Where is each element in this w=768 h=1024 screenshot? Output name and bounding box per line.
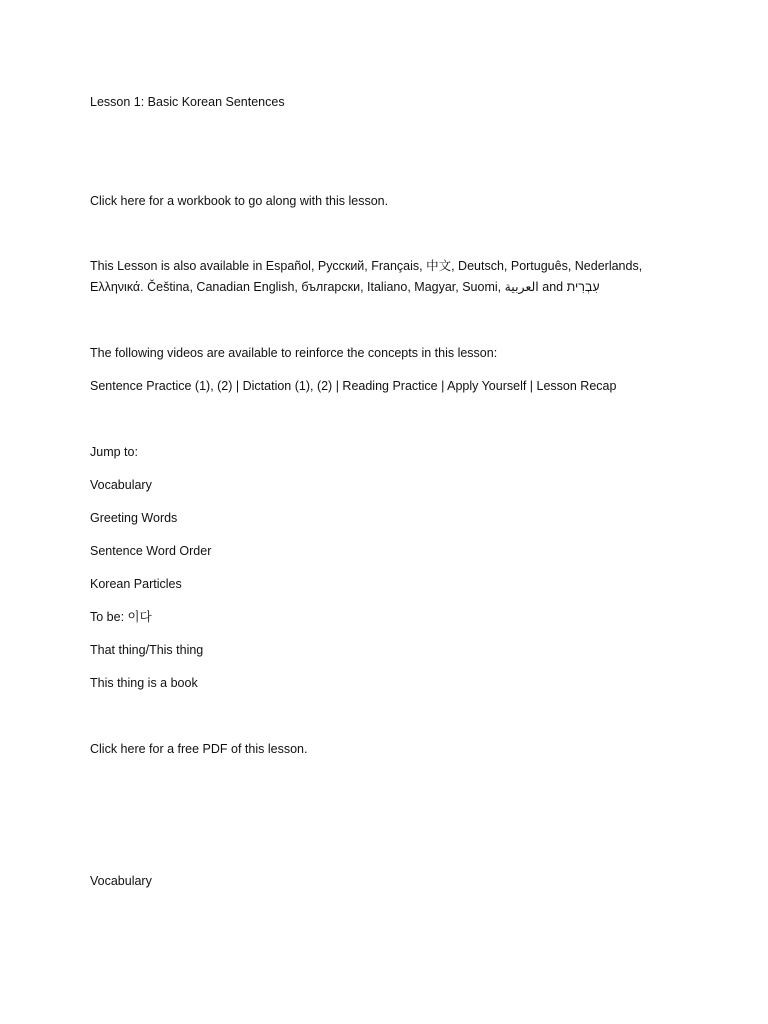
jump-item-this-thing-is-a-book[interactable]: This thing is a book: [90, 676, 198, 690]
videos-intro: The following videos are available to reinforce the concepts in this lesson:: [90, 346, 498, 360]
jump-item-greeting-words[interactable]: Greeting Words: [90, 511, 178, 525]
jump-item-that-thing[interactable]: That thing/This thing: [90, 643, 204, 657]
pdf-link[interactable]: Click here for a free PDF of this lesson.: [90, 742, 308, 756]
jump-item-korean-particles[interactable]: Korean Particles: [90, 577, 182, 591]
jump-item-sentence-word-order[interactable]: Sentence Word Order: [90, 544, 212, 558]
jump-item-vocabulary[interactable]: Vocabulary: [90, 478, 152, 492]
workbook-link[interactable]: Click here for a workbook to go along with this lesson.: [90, 194, 389, 208]
vocabulary-heading: Vocabulary: [90, 874, 152, 888]
languages-paragraph: This Lesson is also available in Español, Русский, Français, 中文, Deutsch, Português, Nederlands, Ελληνικά. Čeština, Canadian English, български, Italiano, Magyar, Suomi, العربية and עִבְרִית: [90, 259, 643, 294]
jump-to-label: Jump to:: [90, 445, 138, 459]
videos-list[interactable]: Sentence Practice (1), (2) | Dictation (1), (2) | Reading Practice | Apply Yourself | Lesson Recap: [90, 379, 617, 393]
jump-item-to-be[interactable]: To be: 이다: [90, 610, 152, 624]
page-title: Lesson 1: Basic Korean Sentences: [90, 95, 285, 109]
